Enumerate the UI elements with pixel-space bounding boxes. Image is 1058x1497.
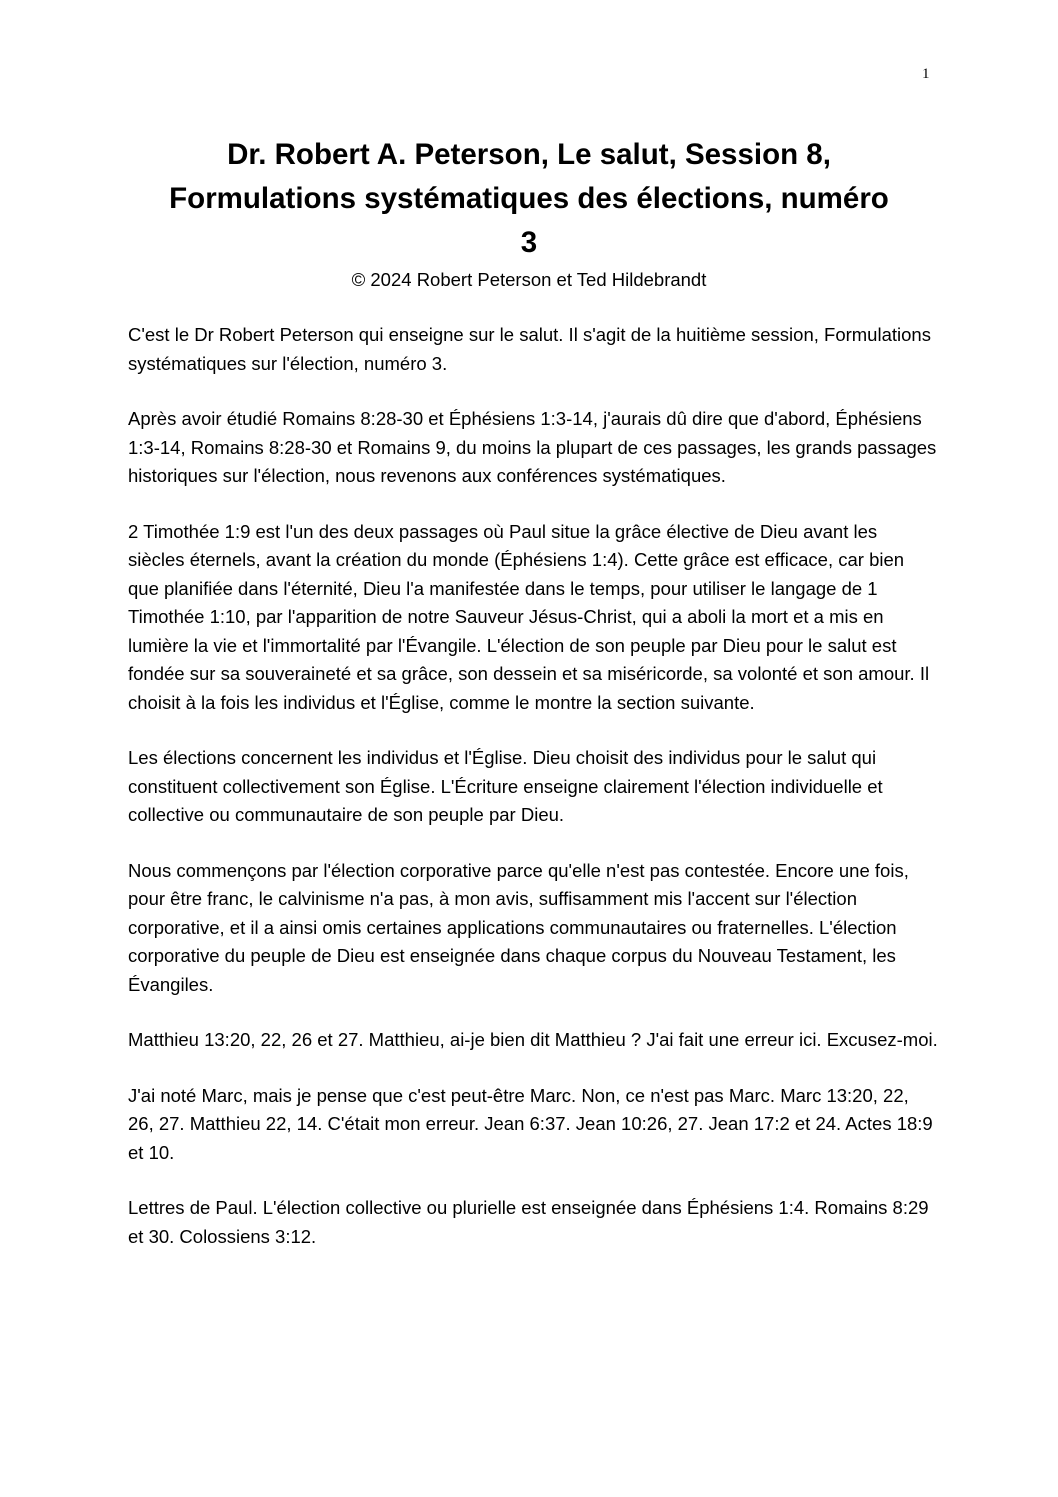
paragraph: Après avoir étudié Romains 8:28-30 et Éphésiens 1:3-14, j'aurais dû dire que d'abord, Éphésiens 1:3-14, Romains 8:28-30 et Romains 9, du moins la plupart de ces passages, les grands passages historiques sur l'élection, nous revenons aux conférences systématiques. bbox=[128, 408, 937, 486]
paragraph: 2 Timothée 1:9 est l'un des deux passages où Paul situe la grâce élective de Dieu avant les siècles éternels, avant la création du monde (Éphésiens 1:4). Cette grâce est efficace, car bien que planifiée dans l'éternité, Dieu l'a manifestée dans le temps, pour utiliser le langage de 1 Timothée 1:10, par l'apparition de notre Sauveur Jésus-Christ, qui a aboli la mort et a mis en lumière la vie et l'immortalité par l'Évangile. L'élection de son peuple par Dieu pour le salut est fondée sur sa souveraineté et sa grâce, son dessein et sa miséricorde, sa volonté et son amour. Il choisit à la fois les individus et l'Église, comme le montre la section suivante. bbox=[128, 520, 930, 713]
paragraph: Lettres de Paul. L'élection collective ou plurielle est enseignée dans Éphésiens 1:4. Romains 8:29 et 30. Colossiens 3:12. bbox=[128, 1197, 929, 1247]
document-title bbox=[110, 133, 948, 265]
title-line-3: 3 bbox=[520, 226, 538, 259]
paragraph: J'ai noté Marc, mais je pense que c'est peut-être Marc. Non, ce n'est pas Marc. Marc 13:20, 22, 26, 27. Matthieu 22, 14. C'était mon erreur. Jean 6:37. Jean 10:26, 27. Jean 17:2 et 24. Actes 18:9 et 10. bbox=[128, 1084, 933, 1163]
document-body bbox=[128, 321, 938, 1278]
paragraph: Matthieu 13:20, 22, 26 et 27. Matthieu, ai-je bien dit Matthieu ? J'ai fait une erreur ici. Excusez-moi. bbox=[128, 1029, 938, 1050]
paragraph: C'est le Dr Robert Peterson qui enseigne sur le salut. Il s'agit de la huitième session, Formulations systématiques sur l'élection, numéro 3. bbox=[128, 324, 931, 374]
paragraph: Nous commençons par l'élection corporative parce qu'elle n'est pas contestée. Encore une fois, pour être franc, le calvinisme n'a pas, à mon avis, suffisamment mis l'accent sur l'élection corporative, et il a ainsi omis certaines applications communautaires ou fraternelles. L'élection corporative du peuple de Dieu est enseignée dans chaque corpus du Nouveau Testament, les Évangiles. bbox=[128, 859, 909, 995]
title-line-1: Dr. Robert A. Peterson, Le salut, Session 8, bbox=[227, 138, 831, 171]
copyright-line: © 2024 Robert Peterson et Ted Hildebrandt bbox=[351, 269, 707, 290]
page-number: 1 bbox=[922, 66, 930, 82]
paragraph: Les élections concernent les individus et l'Église. Dieu choisit des individus pour le salut qui constituent collectivement son Église. L'Écriture enseigne clairement l'élection individuelle et collective ou communautaire de son peuple par Dieu. bbox=[128, 747, 883, 825]
title-line-2: Formulations systématiques des élections, numéro bbox=[169, 182, 889, 215]
